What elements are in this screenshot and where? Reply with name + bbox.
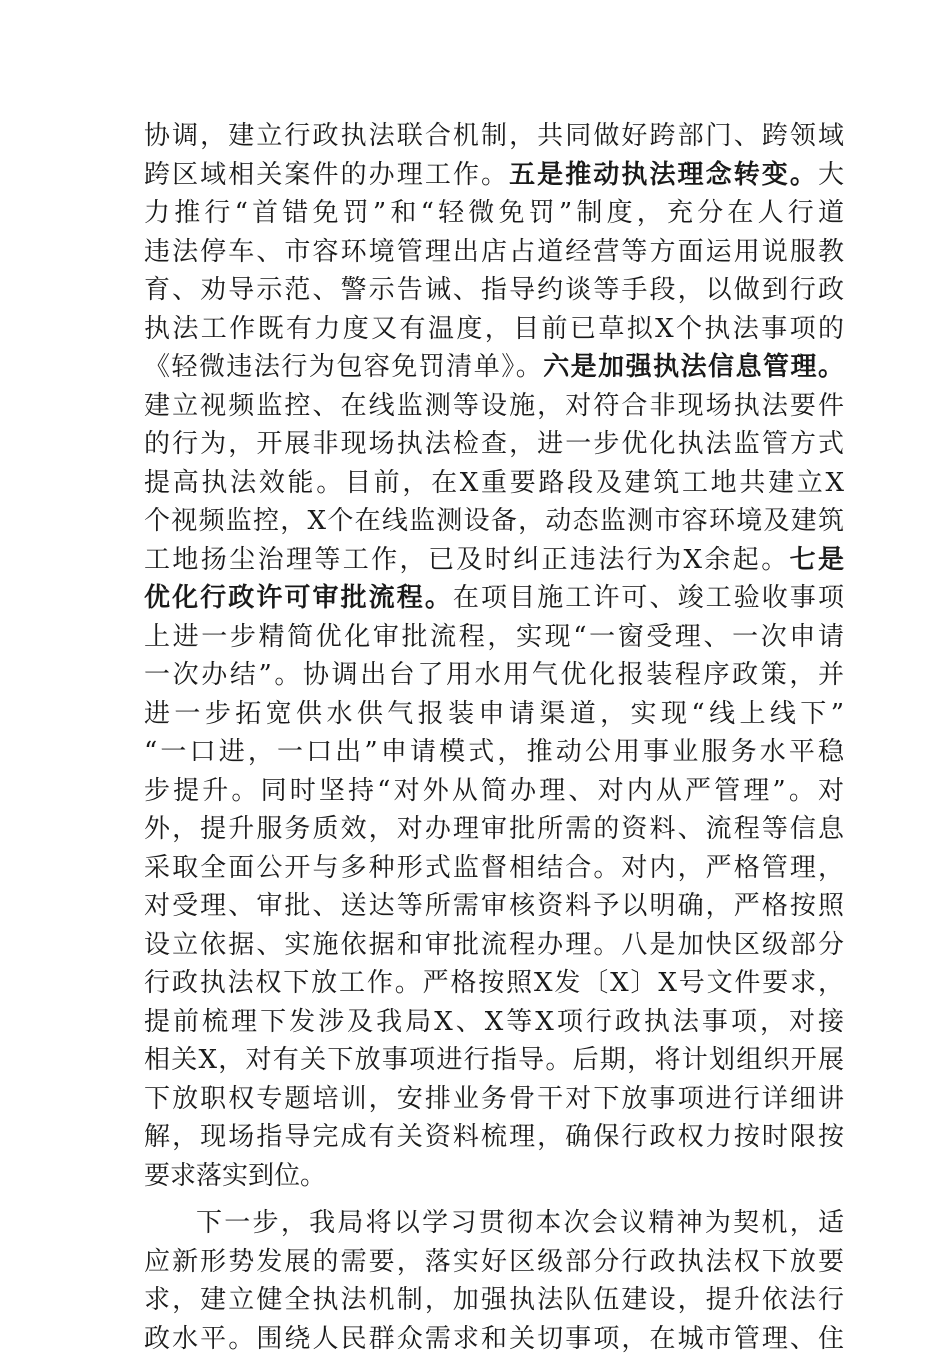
paragraph-1	[144, 117, 844, 1195]
text-line: 对受理、审批、送达等所需审核资料予以明确，严格按照	[144, 887, 844, 926]
text-line: 政水平。围绕人民群众需求和关切事项，在城市管理、住	[144, 1320, 844, 1358]
text-line: 一次办结”。协调出台了用水用气优化报装程序政策，并	[144, 656, 844, 695]
paragraph-2	[144, 1204, 844, 1358]
text-line: 提前梳理下发涉及我局X、X等X项行政执法事项，对接	[144, 1003, 844, 1042]
text-run: 大	[818, 160, 844, 190]
text-line: “一口进，一口出”申请模式，推动公用事业服务水平稳	[144, 733, 844, 772]
text-line: 相关X，对有关下放事项进行指导。后期，将计划组织开展	[144, 1041, 844, 1080]
text-run: 跨区域相关案件的办理工作。	[144, 160, 509, 190]
text-line: 力推行“首错免罚”和“轻微免罚”制度，充分在人行道	[144, 194, 844, 233]
bold-heading-7-end: 优化行政许可审批流程。	[144, 583, 453, 613]
text-run: 《轻微违法行为包容免罚清单》。	[144, 352, 543, 382]
bold-heading-5: 五是推动执法理念转变。	[509, 160, 818, 190]
text-line: 上进一步精简优化审批流程，实现“一窗受理、一次申请	[144, 618, 844, 657]
text-line	[144, 579, 844, 618]
text-line: 的行为，开展非现场执法检查，进一步优化执法监管方式	[144, 425, 844, 464]
text-line: 解，现场指导完成有关资料梳理，确保行政权力按时限按	[144, 1118, 844, 1157]
text-line: 设立依据、实施依据和审批流程办理。八是加快区级部分	[144, 926, 844, 965]
text-line: 个视频监控，X个在线监测设备，动态监测市容环境及建筑	[144, 502, 844, 541]
text-line	[144, 541, 844, 580]
text-line: 要求落实到位。	[144, 1157, 844, 1196]
text-line: 外，提升服务质效，对办理审批所需的资料、流程等信息	[144, 810, 844, 849]
text-line: 提高执法效能。目前，在X重要路段及建筑工地共建立X	[144, 464, 844, 503]
text-line: 执法工作既有力度又有温度，目前已草拟X个执法事项的	[144, 310, 844, 349]
text-run: 工地扬尘治理等工作，已及时纠正违法行为X余起。	[144, 545, 790, 575]
text-line: 下放职权专题培训，安排业务骨干对下放事项进行详细讲	[144, 1080, 844, 1119]
text-line: 求，建立健全执法机制，加强执法队伍建设，提升依法行	[144, 1281, 844, 1320]
text-line: 采取全面公开与多种形式监督相结合。对内，严格管理，	[144, 849, 844, 888]
text-line: 下一步，我局将以学习贯彻本次会议精神为契机，适	[144, 1204, 844, 1243]
paragraph-gap	[144, 1195, 844, 1204]
text-line: 育、劝导示范、警示告诫、指导约谈等手段，以做到行政	[144, 271, 844, 310]
text-line: 协调，建立行政执法联合机制，共同做好跨部门、跨领域	[144, 117, 844, 156]
document-body	[144, 117, 844, 1358]
text-line: 步提升。同时坚持“对外从简办理、对内从严管理”。对	[144, 772, 844, 811]
text-run: 在项目施工许可、竣工验收事项	[453, 583, 844, 613]
text-line: 进一步拓宽供水供气报装申请渠道，实现“线上线下”	[144, 695, 844, 734]
text-line	[144, 348, 844, 387]
text-line: 行政执法权下放工作。严格按照X发〔X〕X号文件要求，	[144, 964, 844, 1003]
text-line: 违法停车、市容环境管理出店占道经营等方面运用说服教	[144, 233, 844, 272]
text-line: 应新形势发展的需要，落实好区级部分行政执法权下放要	[144, 1243, 844, 1282]
text-line	[144, 156, 844, 195]
text-line: 建立视频监控、在线监测等设施，对符合非现场执法要件	[144, 387, 844, 426]
bold-heading-7-start: 七是	[790, 545, 844, 575]
bold-heading-6: 六是加强执法信息管理。	[543, 352, 844, 382]
